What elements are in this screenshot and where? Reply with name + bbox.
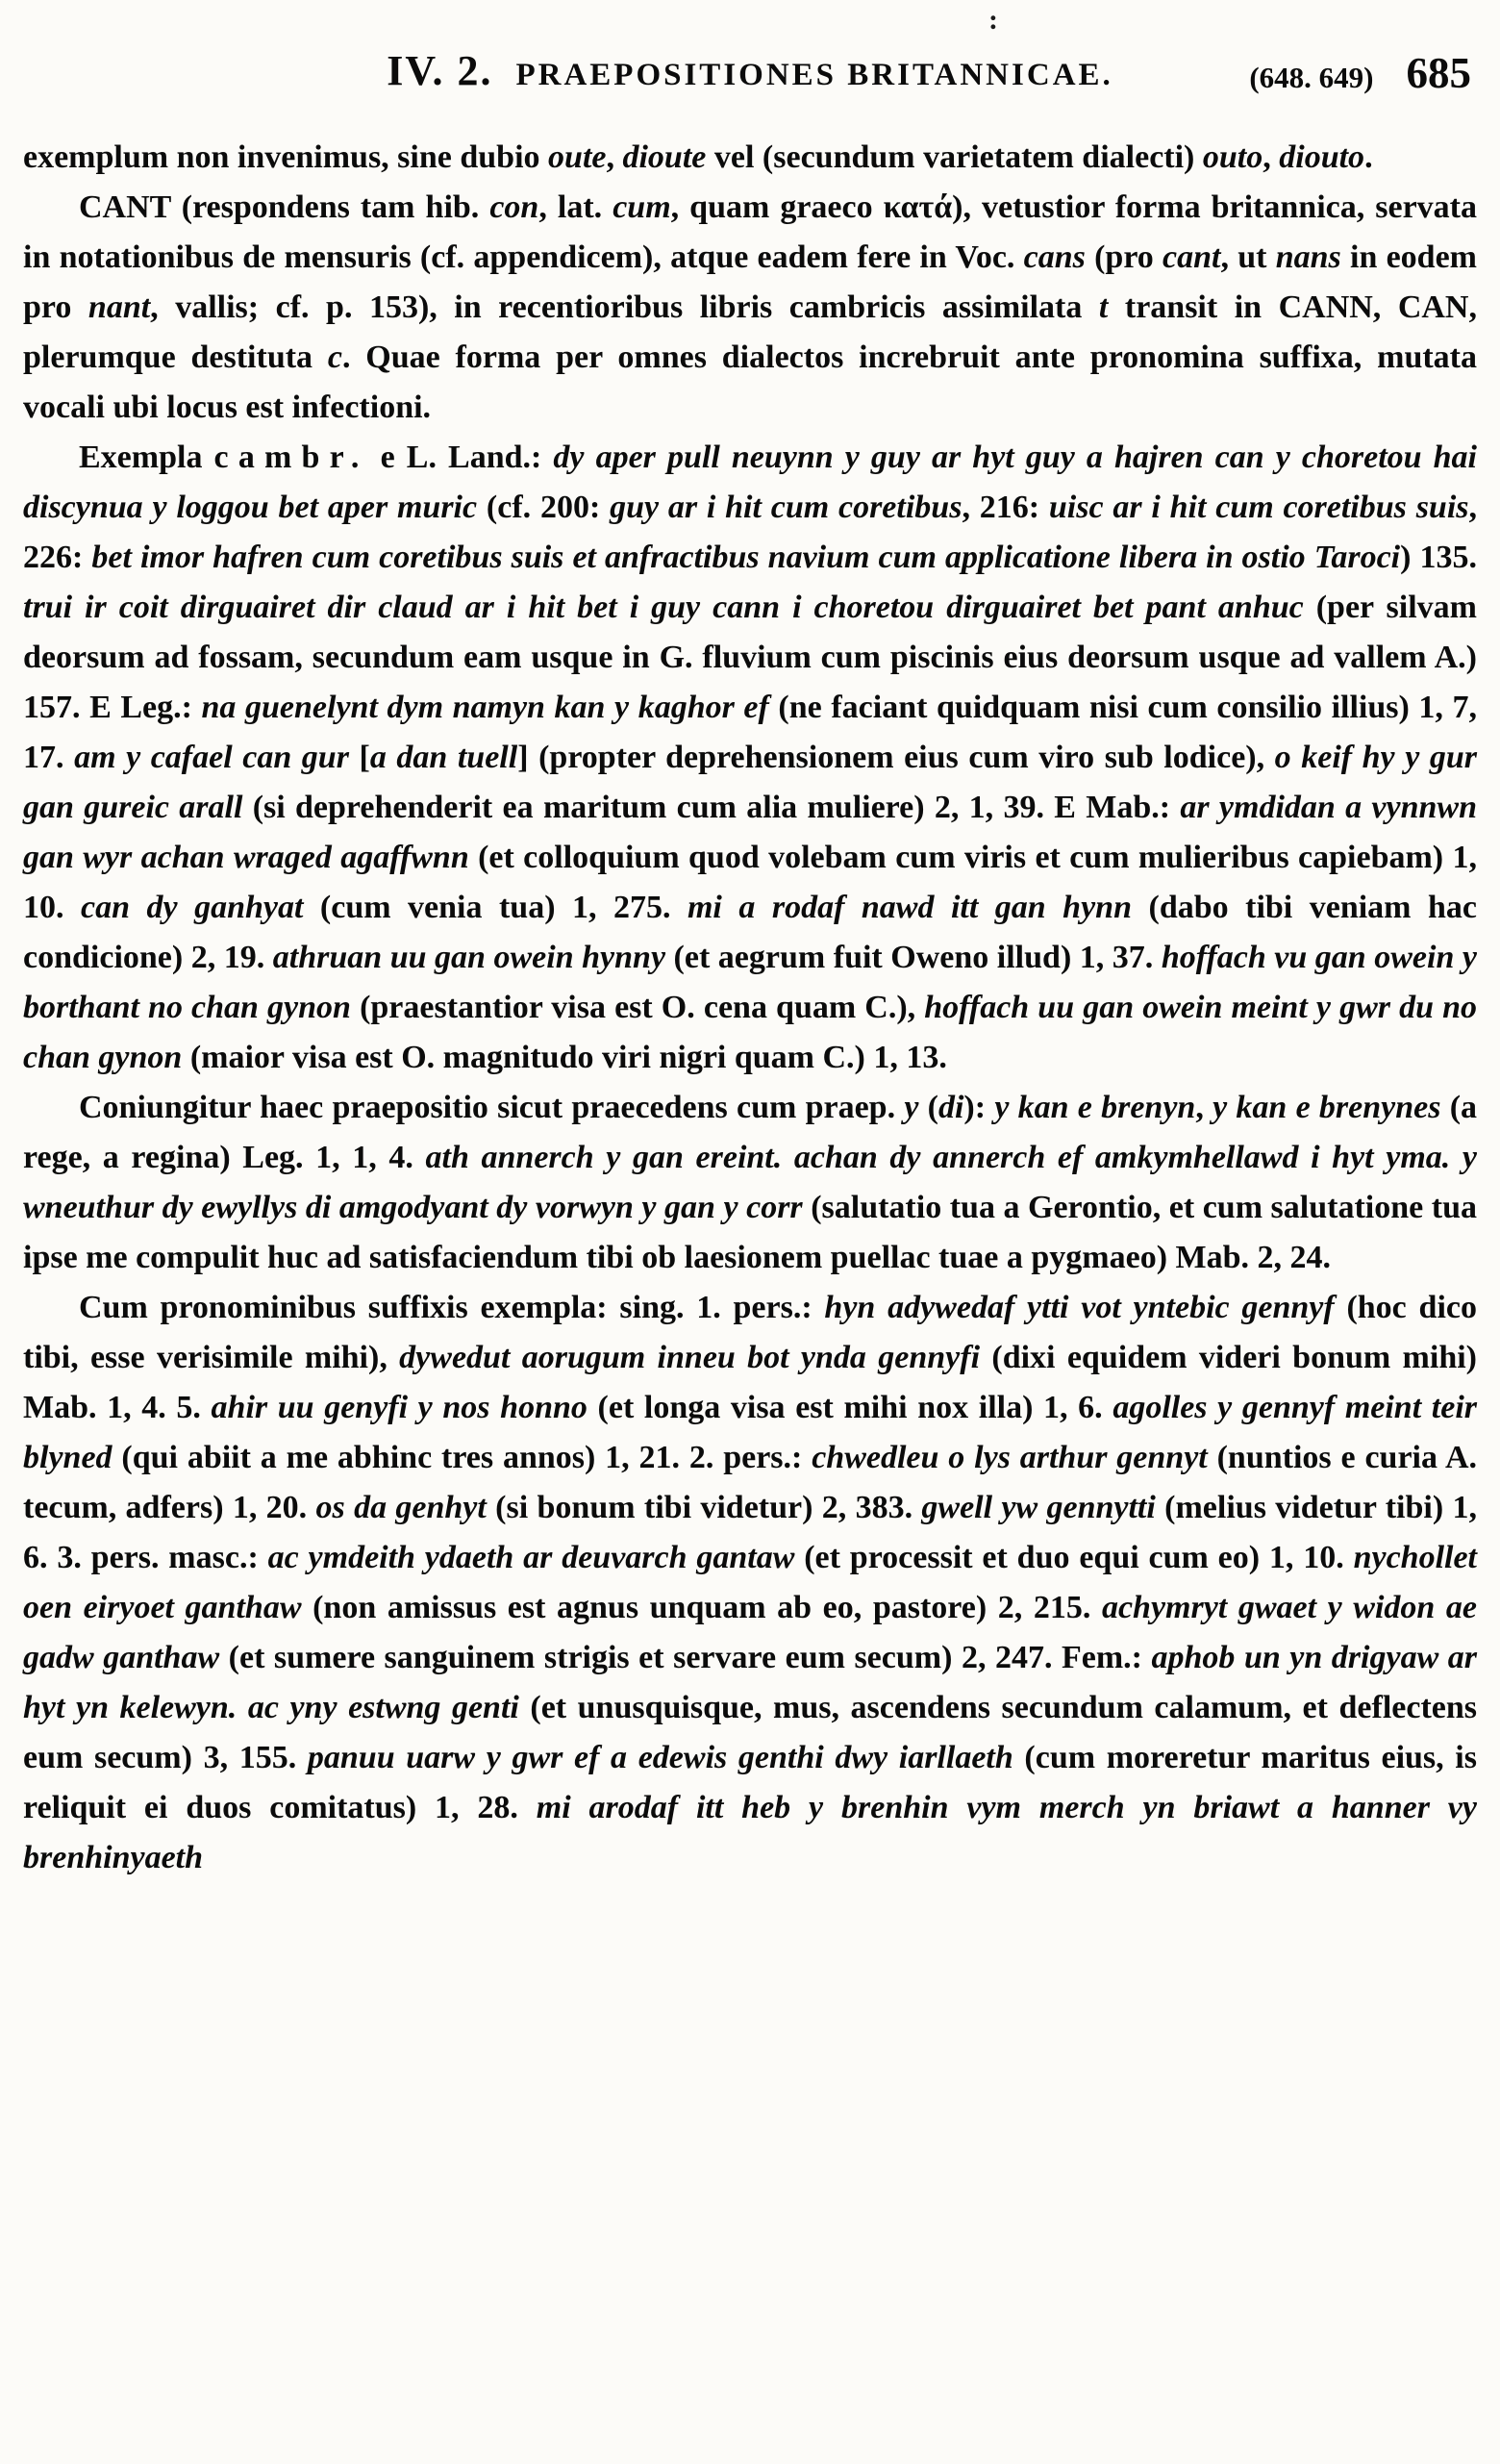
welsh-citation: guy ar i hit cum coretibus <box>610 490 962 525</box>
welsh-citation: outo <box>1202 139 1263 175</box>
welsh-citation: dy aper pull neuynn y guy ar hyt guy a hajren can y choretou hai discynua y loggou bet aper muric <box>23 440 1477 525</box>
header-page-ref <box>1249 48 1471 98</box>
page-number: 685 <box>1406 49 1471 97</box>
latin-text: (a rege, a regina) Leg. 1, 1, 4. <box>23 1090 1478 1175</box>
latin-text: Exempla <box>79 440 214 475</box>
paragraph <box>23 433 1477 1083</box>
latin-text: , quam graeco κατά), vetustior forma britannica, servata in notationibus de mensuris (cf. appendicem), atque eadem fere in Voc. <box>23 189 1477 275</box>
welsh-citation: nychollet oen eiryoet ganthaw <box>23 1540 1477 1625</box>
welsh-citation: gwell yw gennytti <box>921 1490 1156 1525</box>
latin-text: (salutatio tua a Gerontio, et cum salutatione tua ipse me compulit huc ad satisfaciendum tibi ob laesionem puellac tuae a pygmaeo) Mab. 2, 24. <box>23 1190 1477 1275</box>
welsh-citation: cum <box>612 189 671 225</box>
latin-text: (melius videtur tibi) 1, 6. 3. pers. masc.: <box>23 1490 1477 1575</box>
latin-text: (pro <box>1085 239 1163 275</box>
welsh-citation: y kan e brenynes <box>1212 1090 1441 1125</box>
latin-text: (nuntios e curia A. tecum, adfers) 1, 20. <box>23 1440 1477 1525</box>
welsh-citation: ath annerch y gan ereint. achan dy annerch ef amkymhellawd i hyt yma. y wneuthur dy ewyllys di amgodyant dy vorwyn y gan y corr <box>23 1140 1478 1225</box>
welsh-citation: cant <box>1162 239 1221 275</box>
latin-text: , 216: <box>962 490 1049 525</box>
welsh-citation: diouto <box>1279 139 1365 175</box>
welsh-citation: mi arodaf itt heb y brenhin vym merch yn briawt a hanner vy brenhinyaeth <box>23 1790 1477 1875</box>
latin-text: exemplum non invenimus, sine dubio <box>23 139 549 175</box>
welsh-citation: uisc ar i hit cum coretibus suis <box>1048 490 1469 525</box>
latin-text: in eodem pro <box>23 239 1477 325</box>
welsh-citation: oute <box>548 139 607 175</box>
latin-text: e L. Land.: <box>368 440 554 475</box>
latin-text: CANT (respondens tam hib. <box>79 189 490 225</box>
latin-text: (hoc dico tibi, esse verisimile mihi), <box>23 1290 1477 1375</box>
running-header <box>387 46 1113 95</box>
welsh-citation: y kan e brenyn <box>994 1090 1196 1125</box>
latin-text: , <box>1262 139 1280 175</box>
latin-text: (et longa visa est mihi nox illa) 1, 6. <box>587 1390 1113 1425</box>
welsh-citation: y <box>904 1090 919 1125</box>
spaced-abbreviation: cambr. <box>213 440 369 475</box>
latin-text: (non amissus est agnus unquam ab eo, pastore) 2, 215. <box>301 1590 1102 1625</box>
latin-text: (cum moreretur maritus eius, is reliquit ei duos comitatus) 1, 28. <box>23 1740 1477 1825</box>
latin-text: (et sumere sanguinem strigis et servare eum secum) 2, 247. Fem.: <box>219 1640 1152 1675</box>
latin-text: . Quae forma per omnes dialectos increbruit ante pronomina suffixa, mutata vocali ubi locus est infectioni. <box>23 339 1478 425</box>
latin-text: , ut <box>1220 239 1276 275</box>
latin-text: ( <box>918 1090 938 1125</box>
latin-text: (per silvam deorsum ad fossam, secundum eam usque in G. fluvium cum piscinis eius deorsum usque ad vallem A.) 157. E Leg.: <box>23 590 1477 725</box>
section-number: IV. 2. <box>387 47 493 94</box>
paragraph <box>23 183 1477 433</box>
scan-artifact: : <box>988 4 998 36</box>
welsh-citation: t <box>1098 289 1109 325</box>
latin-text: Coniungitur haec praepositio sicut praecedens cum praep. <box>79 1090 905 1125</box>
welsh-citation: chwedleu o lys arthur gennyt <box>812 1440 1208 1475</box>
latin-text: (praestantior visa est O. cena quam C.), <box>350 990 925 1025</box>
latin-text: . <box>1364 139 1373 175</box>
paragraph <box>23 1083 1477 1283</box>
welsh-citation: trui ir coit dirguairet dir claud ar i hit bet i guy cann i choretou dirguairet bet pant anhuc <box>23 590 1304 625</box>
column-reference: (648. 649) <box>1249 61 1374 94</box>
paragraph <box>23 1283 1477 1883</box>
welsh-citation: os da genhyt <box>315 1490 487 1525</box>
welsh-citation: o keif hy y gur gan gureic arall <box>23 740 1478 825</box>
welsh-citation: bet imor hafren cum coretibus suis et anfractibus navium cum applicatione libera in ostio Taroci <box>91 540 1401 575</box>
latin-text: transit in CANN, CAN, plerumque destituta <box>23 289 1477 375</box>
welsh-citation: hyn adywedaf ytti vot yntebic gennyf <box>824 1290 1335 1325</box>
welsh-citation: ac ymdeith ydaeth ar deuvarch gantaw <box>267 1540 795 1575</box>
latin-text: [ <box>348 740 370 775</box>
welsh-citation: panuu uarw y gwr ef a edewis genthi dwy iarllaeth <box>307 1740 1013 1775</box>
latin-text: , vallis; cf. p. 153), in recentioribus libris cambricis assimilata <box>150 289 1099 325</box>
latin-text: (si bonum tibi videtur) 2, 383. <box>486 1490 922 1525</box>
latin-text: vel (secundum varietatem dialecti) <box>706 139 1203 175</box>
page-body <box>23 133 1477 1883</box>
welsh-citation: dioute <box>622 139 707 175</box>
latin-text: (et processit et duo equi cum eo) 1, 10. <box>794 1540 1354 1575</box>
welsh-citation: c <box>327 339 342 375</box>
latin-text: (cf. 200: <box>477 490 611 525</box>
welsh-citation: aphob un yn drigyaw ar hyt yn kelewyn. ac yny estwng genti <box>23 1640 1477 1725</box>
welsh-citation: can dy ganhyat <box>81 890 304 925</box>
latin-text: , <box>1195 1090 1213 1125</box>
latin-text: ): <box>963 1090 995 1125</box>
welsh-citation: hoffach uu gan owein meint y gwr du no chan gynon <box>23 990 1478 1075</box>
welsh-citation: hoffach vu gan owein y borthant no chan gynon <box>23 940 1477 1025</box>
latin-text: Cum pronominibus suffixis exempla: sing. 1. pers.: <box>79 1290 825 1325</box>
paragraph <box>23 133 1477 183</box>
latin-text: ) 135. <box>1400 540 1478 575</box>
latin-text: , <box>606 139 623 175</box>
page-header <box>29 46 1471 104</box>
latin-text: (dixi equidem videri bonum mihi) Mab. 1, 4. 5. <box>23 1340 1478 1425</box>
latin-text: (dabo tibi veniam hac condicione) 2, 19. <box>23 890 1477 975</box>
page-header-title: PRAEPOSITIONES BRITANNICAE. <box>515 58 1113 92</box>
latin-text: , 226: <box>23 490 1478 575</box>
welsh-citation: nant <box>88 289 151 325</box>
latin-text: (et aegrum fuit Oweno illud) 1, 37. <box>665 940 1162 975</box>
welsh-citation: dywedut aorugum inneu bot ynda gennyfi <box>399 1340 981 1375</box>
welsh-citation: achymryt gwaet y widon ae gadw ganthaw <box>23 1590 1477 1675</box>
welsh-citation: di <box>938 1090 964 1125</box>
latin-text: (si deprehenderit ea maritum cum alia muliere) 2, 1, 39. E Mab.: <box>242 790 1181 825</box>
welsh-citation: na guenelynt dym namyn kan y kaghor ef <box>201 690 769 725</box>
latin-text: (maior visa est O. magnitudo viri nigri quam C.) 1, 13. <box>182 1040 947 1075</box>
welsh-citation: nans <box>1275 239 1341 275</box>
welsh-citation: agolles y gennyf meint teir blyned <box>23 1390 1478 1475</box>
latin-text: ] (propter deprehensionem eius cum viro sub lodice), <box>517 740 1275 775</box>
latin-text: , lat. <box>538 189 613 225</box>
welsh-citation: am y cafael can gur <box>74 740 349 775</box>
welsh-citation: mi a rodaf nawd itt gan hynn <box>687 890 1133 925</box>
latin-text: (qui abiit a me abhinc tres annos) 1, 21. 2. pers.: <box>112 1440 812 1475</box>
latin-text: (cum venia tua) 1, 275. <box>303 890 688 925</box>
latin-text: (ne faciant quidquam nisi cum consilio illius) 1, 7, 17. <box>23 690 1477 775</box>
welsh-citation: con <box>489 189 539 225</box>
latin-text: (et colloquium quod volebam cum viris et cum mulieribus capiebam) 1, 10. <box>23 840 1477 925</box>
welsh-citation: ar ymdidan a vynnwn gan wyr achan wraged agaffwnn <box>23 790 1477 875</box>
latin-text: (et unusquisque, mus, ascendens secundum calamum, et deflectens eum secum) 3, 155. <box>23 1690 1477 1775</box>
welsh-citation: ahir uu genyfi y nos honno <box>211 1390 588 1425</box>
welsh-citation: athruan uu gan owein hynny <box>272 940 666 975</box>
welsh-citation: a dan tuell <box>369 740 518 775</box>
welsh-citation: cans <box>1023 239 1086 275</box>
